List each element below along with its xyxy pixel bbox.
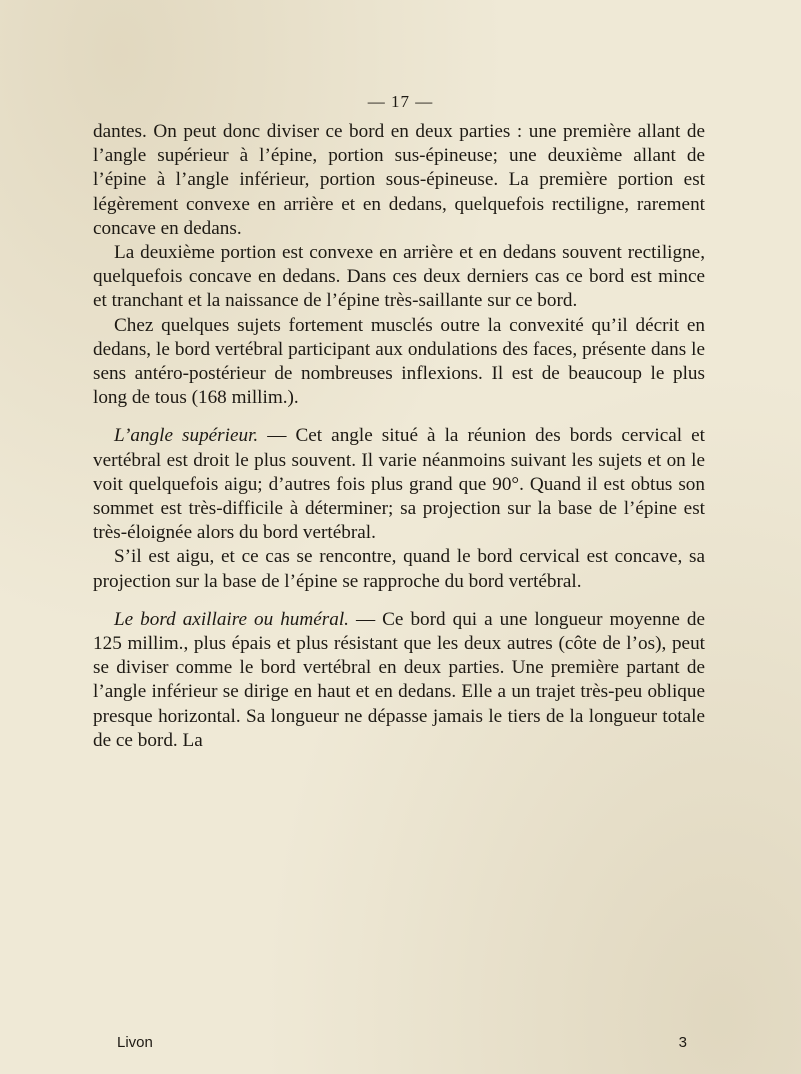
paragraph (93, 241, 705, 314)
section-heading: L’angle supérieur. (114, 425, 259, 447)
paragraph (93, 120, 705, 241)
paragraph (93, 545, 705, 593)
paragraph (93, 608, 705, 753)
signature-number: 3 (678, 1034, 687, 1051)
section-heading: Le bord axillaire ou huméral. (114, 608, 349, 630)
paragraph-text: Chez quelques sujets fortement musclés outre la convexité qu’il décrit en dedans, le bord vertébral participant aux ondulations des faces, présente dans le sens antéro-postérieur de nombreuses inflexions. Il est de beaucoup le plus long de tous (168 millim.). (93, 314, 705, 409)
paragraph-text: La deuxième portion est convexe en arrière et en dedans souvent rectiligne, quelquefois concave en dedans. Dans ces deux derniers cas ce bord est mince et tranchant et la naissance de l’épine très-saillante sur ce bord. (93, 242, 705, 312)
page-number: — 17 — (367, 92, 434, 111)
paragraph-text: S’il est aigu, et ce cas se rencontre, quand le bord cervical est concave, sa projection sur la base de l’épine se rapproche du bord vertébral. (93, 546, 705, 592)
body-text (93, 120, 705, 753)
paragraph-text: dantes. On peut donc diviser ce bord en deux parties : une première allant de l’angle supérieur à l’épine, portion sus-épineuse; une deuxième allant de l’épine à l’angle inférieur, portion sous-épineuse. La première portion est légèrement convexe en arrière et en dedans, quelquefois rectiligne, rarement concave en dedans. (93, 121, 705, 239)
paragraph-text: — Ce bord qui a une longueur moyenne de 125 millim., plus épais et plus résistant que les deux autres (côte de l’os), peut se diviser comme le bord vertébral en deux parties. Une première partant de l’angle inférieur se dirige en haut et en dedans. Elle a un trajet très-peu oblique presque horizontal. Sa longueur ne dépasse jamais le tiers de la longueur totale de ce bord. La (93, 608, 705, 751)
paragraph (93, 424, 705, 545)
paragraph (93, 314, 705, 411)
signature-author: Livon (117, 1034, 153, 1051)
paragraph-text: — Cet angle situé à la réunion des bords cervical et vertébral est droit le plus souvent. Il varie néanmoins suivant les sujets et on le voit quelquefois aigu; d’autres fois plus grand que 90°. Quand il est obtus son sommet est très-difficile à déterminer; sa projection sur la base de l’épine est très-éloignée alors du bord vertébral. (93, 425, 705, 544)
